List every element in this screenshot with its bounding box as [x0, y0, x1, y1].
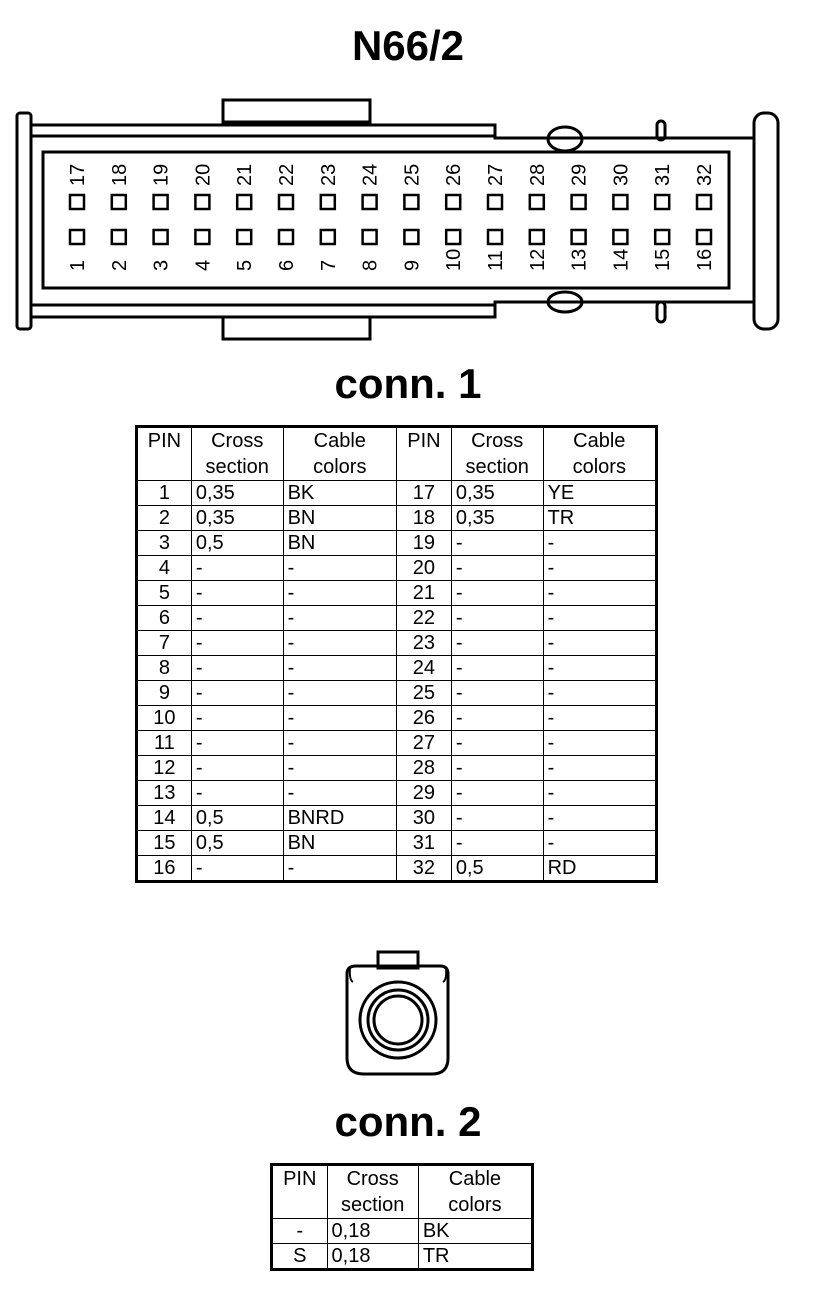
- cross-section-cell: -: [451, 631, 543, 656]
- table-row: [137, 556, 657, 581]
- cable-color-cell: TR: [543, 506, 656, 531]
- pin-number: 16: [694, 248, 716, 271]
- cable-color-cell: -: [283, 781, 396, 806]
- cross-section-cell: 0,35: [191, 481, 283, 506]
- cable-color-cell: -: [283, 756, 396, 781]
- pin-number: 2: [108, 259, 131, 271]
- pin-cavity: [697, 195, 711, 209]
- pin-cell: 6: [137, 606, 192, 631]
- pin-cavity: [363, 195, 377, 209]
- table-row: [137, 756, 657, 781]
- pin-cell: 11: [137, 731, 192, 756]
- cable-color-cell: -: [283, 856, 396, 882]
- connector-2-drawing: [0, 940, 816, 1080]
- pin-number: 17: [67, 163, 89, 186]
- cable-color-cell: -: [283, 681, 396, 706]
- pin-cell: 28: [396, 756, 451, 781]
- table-row: [137, 581, 657, 606]
- connector-2-socket-outer: [360, 982, 436, 1058]
- connector-1-table: [135, 425, 658, 883]
- pin-number: 24: [359, 163, 382, 186]
- cross-section-cell: -: [451, 731, 543, 756]
- cross-section-cell: -: [451, 556, 543, 581]
- cross-section-cell: -: [451, 706, 543, 731]
- pin-number: 3: [150, 259, 173, 271]
- connector-1-bottom-latch: [223, 317, 370, 339]
- pin-number: 27: [485, 163, 507, 186]
- cable-color-cell: -: [543, 706, 656, 731]
- pin-cell: 31: [396, 831, 451, 856]
- pin-cavity: [70, 195, 84, 209]
- cross-section-cell: 0,5: [451, 856, 543, 882]
- header-cross-section: Cross section: [327, 1165, 418, 1219]
- pin-cavity: [613, 230, 627, 244]
- pin-cavity: [613, 195, 627, 209]
- pin-cell: S: [272, 1244, 328, 1270]
- connector-1-left-plate: [17, 113, 31, 329]
- cable-color-cell: -: [543, 731, 656, 756]
- cross-section-cell: -: [191, 731, 283, 756]
- pin-cavity: [655, 230, 669, 244]
- cable-color-cell: BK: [418, 1219, 532, 1244]
- cross-section-cell: -: [451, 831, 543, 856]
- cable-color-cell: -: [283, 606, 396, 631]
- pin-cell: 4: [137, 556, 192, 581]
- table-row: [137, 481, 657, 506]
- pin-number: 15: [652, 248, 675, 271]
- cable-color-cell: BN: [283, 531, 396, 556]
- pin-cell: 26: [396, 706, 451, 731]
- cross-section-cell: -: [191, 631, 283, 656]
- cable-color-cell: -: [543, 556, 656, 581]
- pin-cell: 3: [137, 531, 192, 556]
- pin-number: 23: [317, 163, 340, 186]
- cross-section-cell: -: [191, 781, 283, 806]
- pin-cell: 27: [396, 731, 451, 756]
- table-row: [137, 531, 657, 556]
- pin-cell: 12: [137, 756, 192, 781]
- cable-color-cell: -: [543, 656, 656, 681]
- pin-number: 28: [526, 163, 549, 186]
- table-row: [137, 706, 657, 731]
- header-cable-colors: Cable colors: [543, 427, 656, 481]
- pin-cavity: [237, 195, 251, 209]
- cross-section-cell: -: [451, 781, 543, 806]
- cross-section-cell: -: [191, 556, 283, 581]
- pin-number: 7: [317, 259, 340, 271]
- table-row: [137, 831, 657, 856]
- pin-cell: 30: [396, 806, 451, 831]
- connector-2-table-header: [272, 1165, 533, 1219]
- pin-number: 22: [276, 163, 298, 186]
- table-row: [137, 656, 657, 681]
- connector-1-top-latch: [223, 100, 370, 122]
- pin-number: 12: [526, 248, 549, 271]
- pin-cavity: [70, 230, 84, 244]
- cable-color-cell: -: [543, 806, 656, 831]
- table-row: [137, 606, 657, 631]
- table-row: [137, 806, 657, 831]
- pin-cell: 24: [396, 656, 451, 681]
- pin-cavity: [488, 195, 502, 209]
- pin-cavity: [697, 230, 711, 244]
- connector-1-pin-cavities: [70, 195, 711, 244]
- pin-cell: 20: [396, 556, 451, 581]
- pin-cavity: [446, 195, 460, 209]
- connector-1-title: conn. 1: [334, 360, 482, 407]
- connector-1-right-plate: [754, 113, 778, 329]
- cross-section-cell: -: [191, 681, 283, 706]
- pin-number: 31: [652, 163, 675, 186]
- pin-cell: 21: [396, 581, 451, 606]
- pin-cell: 5: [137, 581, 192, 606]
- pin-cavity: [446, 230, 460, 244]
- cross-section-cell: -: [451, 531, 543, 556]
- cable-color-cell: -: [543, 581, 656, 606]
- cross-section-cell: -: [451, 806, 543, 831]
- cable-color-cell: -: [543, 681, 656, 706]
- cable-color-cell: -: [283, 656, 396, 681]
- connector-1-table-header: [137, 427, 657, 481]
- header-pin: PIN: [272, 1165, 328, 1219]
- header-cable-colors: Cable colors: [283, 427, 396, 481]
- pin-number: 5: [234, 259, 257, 271]
- cross-section-cell: -: [191, 856, 283, 882]
- table-row: [137, 856, 657, 882]
- pin-cavity: [363, 230, 377, 244]
- table-row: [137, 781, 657, 806]
- pin-number: 4: [192, 259, 215, 271]
- component-title: N66/2: [351, 22, 465, 69]
- cable-color-cell: -: [283, 631, 396, 656]
- cable-color-cell: TR: [418, 1244, 532, 1270]
- pin-number: 8: [359, 259, 382, 271]
- cross-section-cell: 0,5: [191, 531, 283, 556]
- pin-number: 21: [234, 163, 257, 186]
- pin-cavity: [404, 195, 418, 209]
- cross-section-cell: 0,35: [451, 506, 543, 531]
- cable-color-cell: -: [543, 606, 656, 631]
- pin-cavity: [530, 195, 544, 209]
- cable-color-cell: -: [543, 831, 656, 856]
- pin-cell: 13: [137, 781, 192, 806]
- cable-color-cell: -: [283, 556, 396, 581]
- header-pin: PIN: [396, 427, 451, 481]
- pin-cavity: [321, 230, 335, 244]
- pin-cell: 10: [137, 706, 192, 731]
- cross-section-cell: -: [191, 706, 283, 731]
- cross-section-cell: -: [191, 606, 283, 631]
- pin-cell: -: [272, 1219, 328, 1244]
- pin-cell: 8: [137, 656, 192, 681]
- cross-section-cell: 0,18: [327, 1219, 418, 1244]
- pin-cavity: [655, 195, 669, 209]
- pin-cell: 16: [137, 856, 192, 882]
- cross-section-cell: 0,5: [191, 806, 283, 831]
- cross-section-cell: -: [191, 656, 283, 681]
- pin-number: 19: [150, 163, 173, 186]
- cable-color-cell: -: [283, 581, 396, 606]
- pin-cell: 32: [396, 856, 451, 882]
- pin-cell: 29: [396, 781, 451, 806]
- table-row: [137, 631, 657, 656]
- cross-section-cell: 0,5: [191, 831, 283, 856]
- cable-color-cell: BK: [283, 481, 396, 506]
- cable-color-cell: -: [283, 731, 396, 756]
- pin-cell: 18: [396, 506, 451, 531]
- cable-color-cell: BN: [283, 506, 396, 531]
- pin-number: 30: [610, 163, 633, 186]
- pin-cell: 2: [137, 506, 192, 531]
- cable-color-cell: -: [543, 781, 656, 806]
- pin-number: 25: [401, 163, 424, 186]
- pin-cell: 22: [396, 606, 451, 631]
- cross-section-cell: -: [451, 606, 543, 631]
- pin-number: 32: [694, 163, 716, 186]
- pin-number: 10: [443, 248, 466, 271]
- pin-number: 18: [108, 163, 131, 186]
- header-cross-section: Cross section: [451, 427, 543, 481]
- pin-cell: 7: [137, 631, 192, 656]
- cross-section-cell: -: [191, 756, 283, 781]
- pin-cavity: [195, 195, 209, 209]
- pin-cavity: [530, 230, 544, 244]
- cross-section-cell: -: [451, 681, 543, 706]
- connector-2-title: conn. 2: [334, 1098, 482, 1145]
- cable-color-cell: RD: [543, 856, 656, 882]
- cross-section-cell: -: [451, 656, 543, 681]
- cable-color-cell: BNRD: [283, 806, 396, 831]
- pin-cell: 14: [137, 806, 192, 831]
- pin-cavity: [404, 230, 418, 244]
- pin-number: 11: [485, 250, 507, 271]
- connector-1-drawing: [0, 0, 816, 345]
- pin-cavity: [279, 230, 293, 244]
- pin-cavity: [237, 230, 251, 244]
- pin-number: 1: [67, 259, 89, 271]
- pin-cavity: [112, 195, 126, 209]
- table-row: [272, 1244, 533, 1270]
- pin-cell: 15: [137, 831, 192, 856]
- pin-cell: 17: [396, 481, 451, 506]
- table-row: [137, 681, 657, 706]
- cross-section-cell: -: [451, 756, 543, 781]
- pin-cavity: [154, 230, 168, 244]
- table-row: [272, 1219, 533, 1244]
- pin-cell: 23: [396, 631, 451, 656]
- pin-cell: 1: [137, 481, 192, 506]
- cable-color-cell: -: [543, 756, 656, 781]
- connector-1-pin-numbers: [67, 164, 716, 271]
- pin-number: 9: [401, 259, 424, 271]
- pin-number: 6: [276, 259, 298, 271]
- pin-cavity: [572, 195, 586, 209]
- table-row: [137, 731, 657, 756]
- table-row: [137, 506, 657, 531]
- pin-number: 14: [610, 248, 633, 271]
- cross-section-cell: 0,35: [451, 481, 543, 506]
- cable-color-cell: BN: [283, 831, 396, 856]
- pin-number: 13: [568, 248, 591, 271]
- header-cable-colors: Cable colors: [418, 1165, 532, 1219]
- pin-cavity: [279, 195, 293, 209]
- cross-section-cell: 0,18: [327, 1244, 418, 1270]
- pin-cavity: [321, 195, 335, 209]
- pin-cavity: [572, 230, 586, 244]
- cable-color-cell: YE: [543, 481, 656, 506]
- pin-cavity: [195, 230, 209, 244]
- pin-cavity: [112, 230, 126, 244]
- cable-color-cell: -: [543, 531, 656, 556]
- pin-cell: 19: [396, 531, 451, 556]
- header-pin: PIN: [137, 427, 192, 481]
- cross-section-cell: 0,35: [191, 506, 283, 531]
- cable-color-cell: -: [543, 631, 656, 656]
- cable-color-cell: -: [283, 706, 396, 731]
- connector-2-socket-inner: [368, 990, 428, 1050]
- connector-2-table: [270, 1163, 534, 1271]
- header-cross-section: Cross section: [191, 427, 283, 481]
- cross-section-cell: -: [191, 581, 283, 606]
- cross-section-cell: -: [451, 581, 543, 606]
- pin-cell: 25: [396, 681, 451, 706]
- pin-number: 29: [568, 163, 591, 186]
- pin-cavity: [488, 230, 502, 244]
- pin-cavity: [154, 195, 168, 209]
- pin-number: 20: [192, 163, 215, 186]
- pin-cell: 9: [137, 681, 192, 706]
- pin-number: 26: [443, 163, 466, 186]
